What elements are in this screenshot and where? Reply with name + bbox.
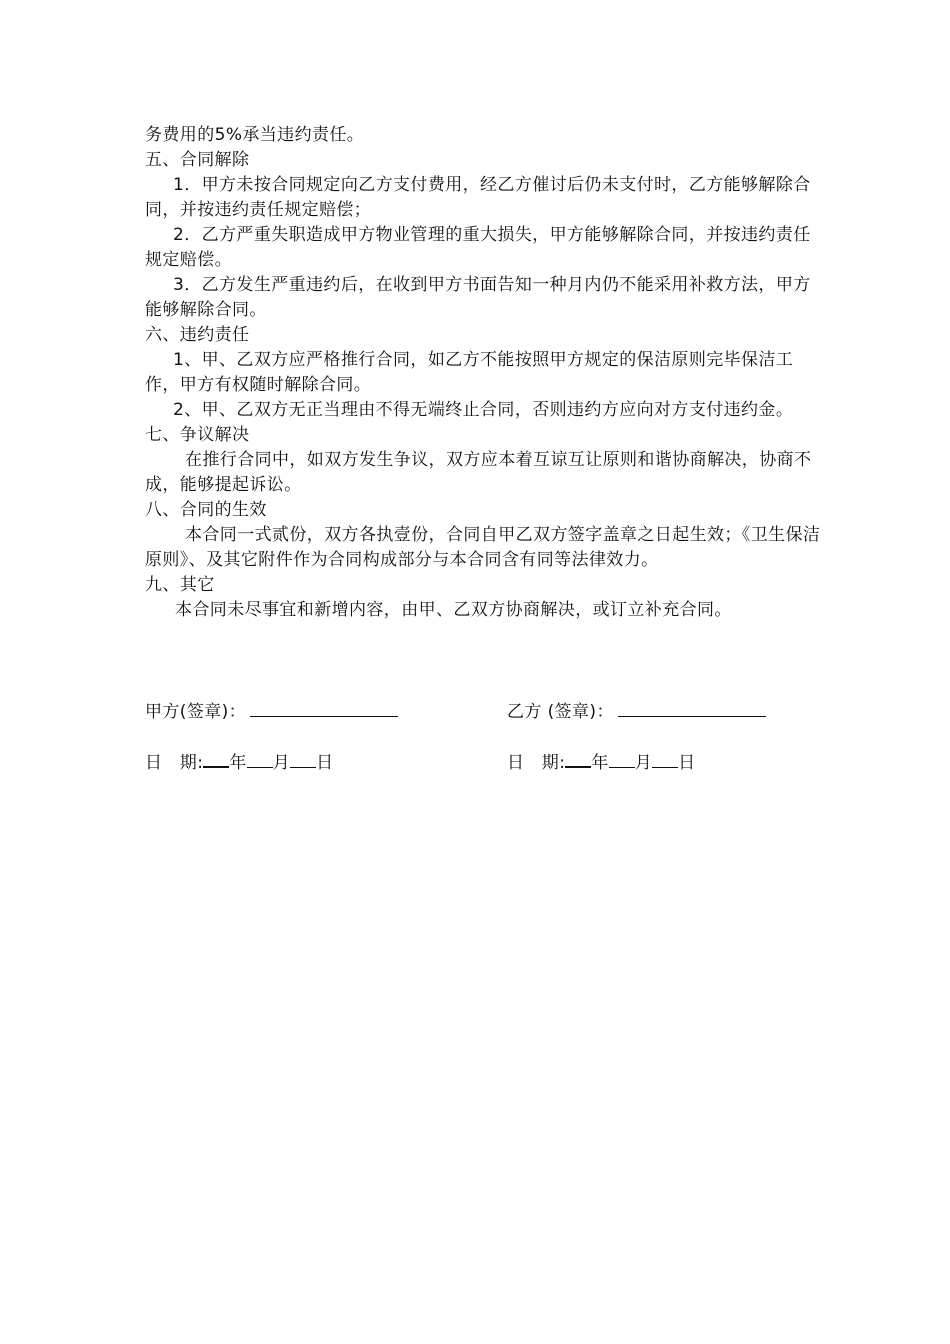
year-label: 年 bbox=[591, 753, 609, 773]
clause-paragraph: 本合同未尽事宜和新增内容，由甲、乙双方协商解决，或订立补充合同。 bbox=[175, 600, 732, 620]
month-label: 月 bbox=[272, 753, 291, 773]
section-heading: 务费用的5%承当违约责任。 bbox=[145, 125, 365, 145]
month-label: 月 bbox=[634, 753, 653, 773]
contract-body bbox=[145, 123, 825, 623]
section-heading: 九、其它 bbox=[145, 575, 215, 595]
party-b-label: 乙方 (签章)： bbox=[507, 702, 614, 722]
clause-paragraph: 2、甲、乙双方无正当理由不得无端终止合同，否则违约方应向对方支付违约金。 bbox=[173, 400, 794, 420]
day-label: 日 bbox=[316, 753, 334, 773]
party-b-signature-line bbox=[618, 697, 766, 717]
day-label: 日 bbox=[678, 753, 696, 773]
party-a-date bbox=[145, 747, 334, 776]
party-a-signature-line bbox=[250, 697, 398, 717]
date-label: 日 期: bbox=[507, 753, 566, 773]
month-blank bbox=[247, 748, 273, 768]
section-heading: 七、争议解决 bbox=[145, 425, 250, 445]
clause-paragraph: 2．乙方严重失职造成甲方物业管理的重大损失，甲方能够解除合同，并按违约责任规定赔偿。 bbox=[145, 225, 811, 270]
party-a-label: 甲方(签章)： bbox=[145, 702, 247, 722]
clause-paragraph: 1、甲、乙双方应严格推行合同，如乙方不能按照甲方规定的保洁原则完毕保洁工作，甲方有权随时解除合同。 bbox=[145, 350, 794, 395]
month-blank bbox=[609, 748, 635, 768]
day-blank bbox=[652, 748, 678, 768]
section-heading: 六、违约责任 bbox=[145, 325, 250, 345]
clause-paragraph: 在推行合同中，如双方发生争议，双方应本着互谅互让原则和谐协商解决，协商不成，能够提起诉讼。 bbox=[145, 450, 812, 495]
clause-paragraph: 3．乙方发生严重违约后，在收到甲方书面告知一种月内仍不能采用补救方法，甲方能够解除合同。 bbox=[145, 275, 811, 320]
year-blank bbox=[203, 747, 229, 768]
party-a-signature bbox=[145, 697, 398, 725]
clause-paragraph: 本合同一式贰份，双方各执壹份，合同自甲乙双方签字盖章之日起生效；《卫生保洁原则》、及其它附件作为合同构成部分与本合同含有同等法律效力。 bbox=[145, 525, 821, 570]
day-blank bbox=[290, 748, 316, 768]
section-heading: 五、合同解除 bbox=[145, 150, 250, 170]
party-b-signature bbox=[507, 697, 766, 725]
date-label: 日 期: bbox=[145, 753, 204, 773]
clause-paragraph: 1．甲方未按合同规定向乙方支付费用，经乙方催讨后仍未支付时，乙方能够解除合同，并按违约责任规定赔偿； bbox=[145, 175, 811, 220]
section-heading: 八、合同的生效 bbox=[145, 500, 267, 520]
year-label: 年 bbox=[229, 753, 247, 773]
party-b-date bbox=[507, 747, 696, 776]
year-blank bbox=[565, 747, 591, 768]
